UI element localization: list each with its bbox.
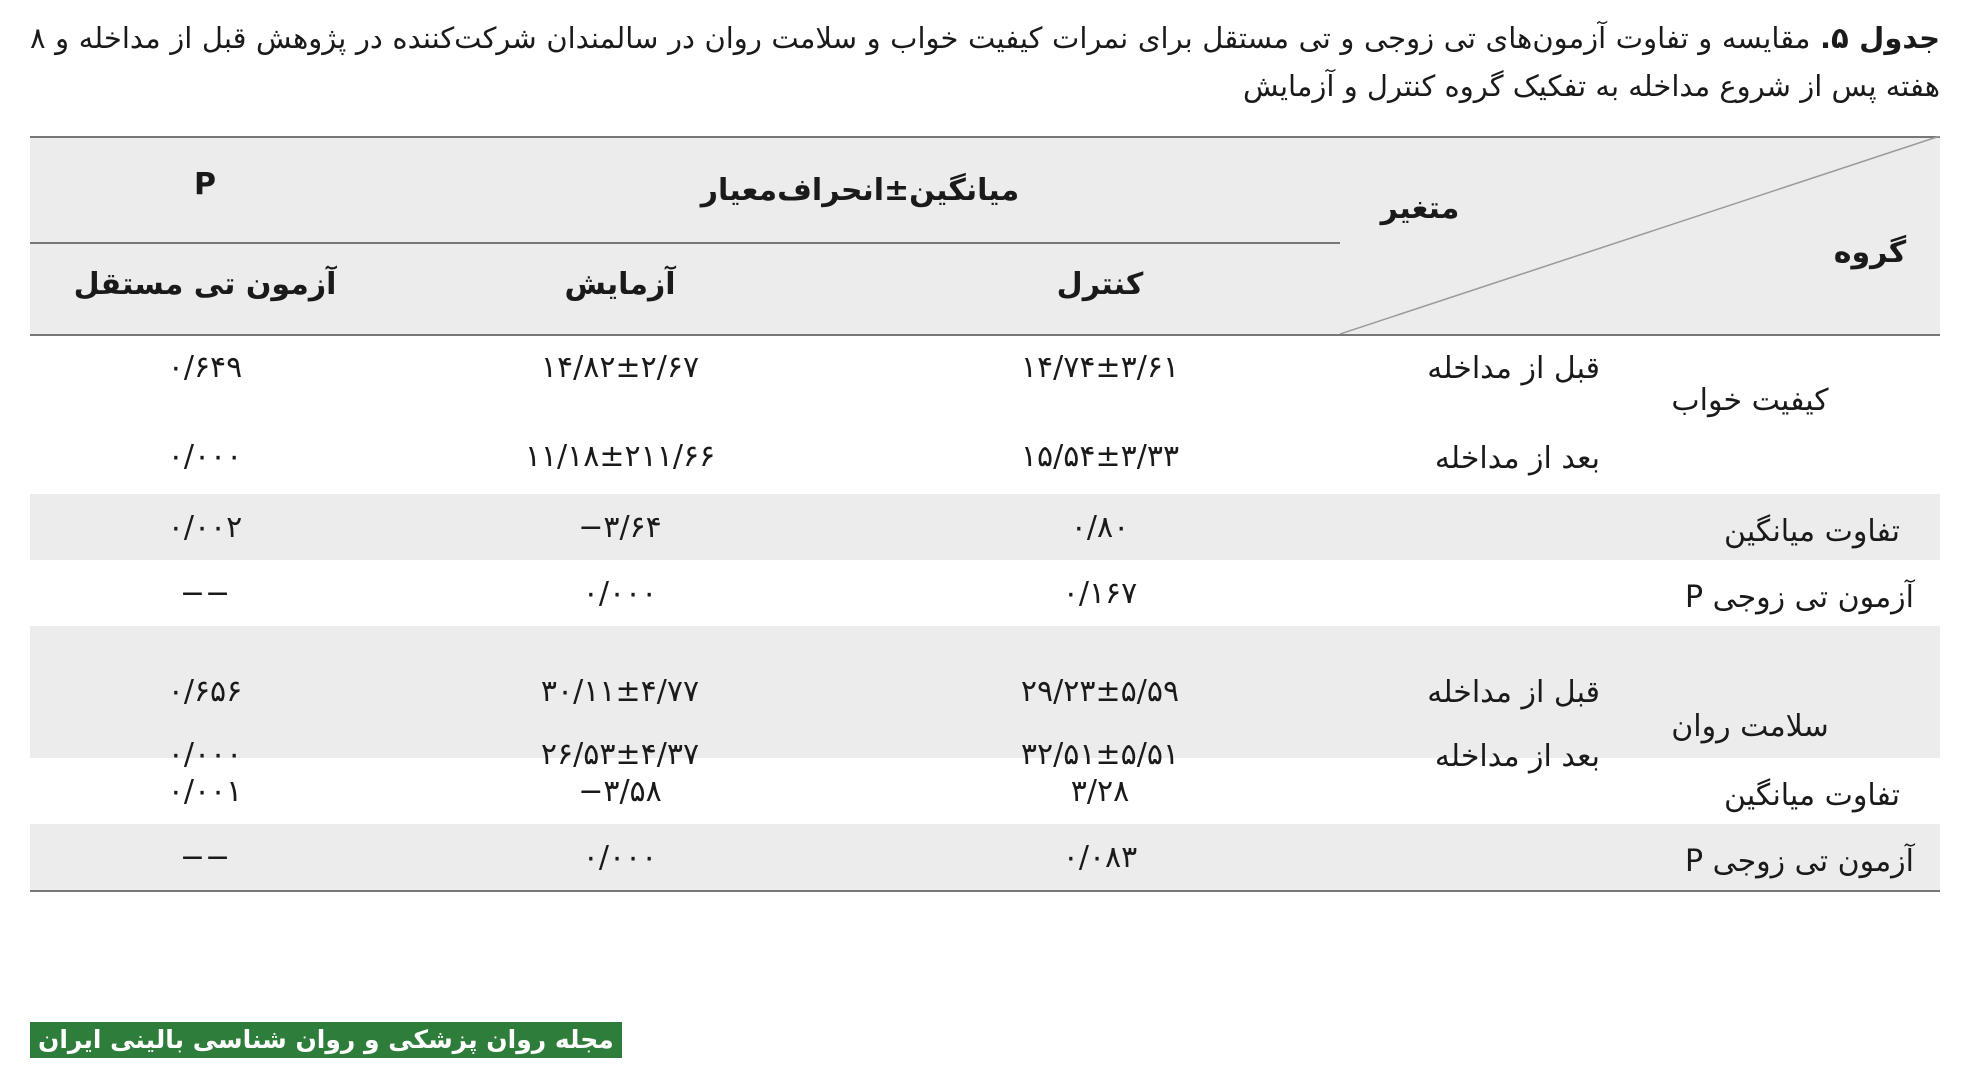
mental-before-control: ۲۹/۲۳±۵/۵۹ [1020, 673, 1180, 709]
header-mean-sd: میانگین±انحراف‌معیار [700, 172, 1020, 208]
table-caption [30, 14, 1940, 110]
header-independent-t: آزمون تی مستقل [73, 266, 337, 302]
mental-paired-experiment: ۰/۰۰۰ [582, 839, 658, 875]
mental-diff-experiment: −۳/۵۸ [578, 773, 662, 809]
label-mental-after: بعد از مداخله [1434, 738, 1600, 774]
caption-text: مقایسه و تفاوت آزمون‌های تی زوجی و تی مستقل برای نمرات کیفیت خواب و سلامت روان در سالمندان شرکت‌کننده در پژوهش قبل از مداخله و ۸ هفته پس از شروع مداخله به تفکیک گروه کنترل و آزمایش [30, 21, 1940, 103]
sleep-diff-p: ۰/۰۰۲ [167, 509, 243, 545]
mental-after-control: ۳۲/۵۱±۵/۵۱ [1020, 736, 1180, 772]
sleep-before-p: ۰/۶۴۹ [167, 349, 243, 385]
header-variable: متغیر [1380, 190, 1460, 226]
sleep-before-experiment: ۱۴/۸۲±۲/۶۷ [540, 349, 700, 385]
sleep-paired-p: −− [179, 575, 231, 611]
mental-after-experiment: ۲۶/۵۳±۴/۳۷ [540, 736, 700, 772]
sleep-diff-control: ۰/۸۰ [1070, 509, 1130, 545]
mental-after-p: ۰/۰۰۰ [167, 736, 243, 772]
mental-diff-p: ۰/۰۰۱ [167, 773, 243, 809]
label-mental-diff: تفاوت میانگین [1723, 777, 1900, 813]
header-control: کنترل [1056, 266, 1144, 302]
group-mental: سلامت روان [1671, 708, 1829, 744]
sleep-after-control: ۱۵/۵۴±۳/۳۳ [1020, 438, 1180, 474]
sleep-after-experiment: ۱۱/۱۸±۲۱۱/۶۶ [524, 438, 716, 474]
label-sleep-after: بعد از مداخله [1434, 440, 1600, 476]
sleep-before-control: ۱۴/۷۴±۳/۶۱ [1020, 349, 1180, 385]
mental-before-experiment: ۳۰/۱۱±۴/۷۷ [540, 673, 700, 709]
sleep-paired-experiment: ۰/۰۰۰ [582, 575, 658, 611]
journal-logo: مجله روان پزشکی و روان شناسی بالینی ایران [30, 1022, 622, 1058]
label-mental-before: قبل از مداخله [1427, 674, 1600, 710]
header-mid-rule [30, 242, 1340, 244]
header-group: گروه [1833, 234, 1907, 270]
caption-label: جدول ۵. [1819, 21, 1941, 55]
mental-paired-p: −− [179, 839, 231, 875]
label-sleep-before: قبل از مداخله [1427, 350, 1600, 386]
header-experiment: آزمایش [564, 266, 676, 302]
mental-before-p: ۰/۶۵۶ [167, 673, 243, 709]
group-sleep: کیفیت خواب [1671, 382, 1829, 418]
mental-diff-control: ۳/۲۸ [1070, 773, 1130, 809]
sleep-after-p: ۰/۰۰۰ [167, 438, 243, 474]
label-mental-paired: P آزمون تی زوجی [1684, 843, 1914, 879]
header-p: P [194, 166, 216, 202]
sleep-paired-control: ۰/۱۶۷ [1062, 575, 1138, 611]
label-sleep-diff: تفاوت میانگین [1723, 513, 1900, 549]
sleep-diff-experiment: −۳/۶۴ [578, 509, 662, 545]
mental-paired-control: ۰/۰۸۳ [1062, 839, 1138, 875]
label-sleep-paired: P آزمون تی زوجی [1684, 579, 1914, 615]
results-table [30, 136, 1940, 996]
